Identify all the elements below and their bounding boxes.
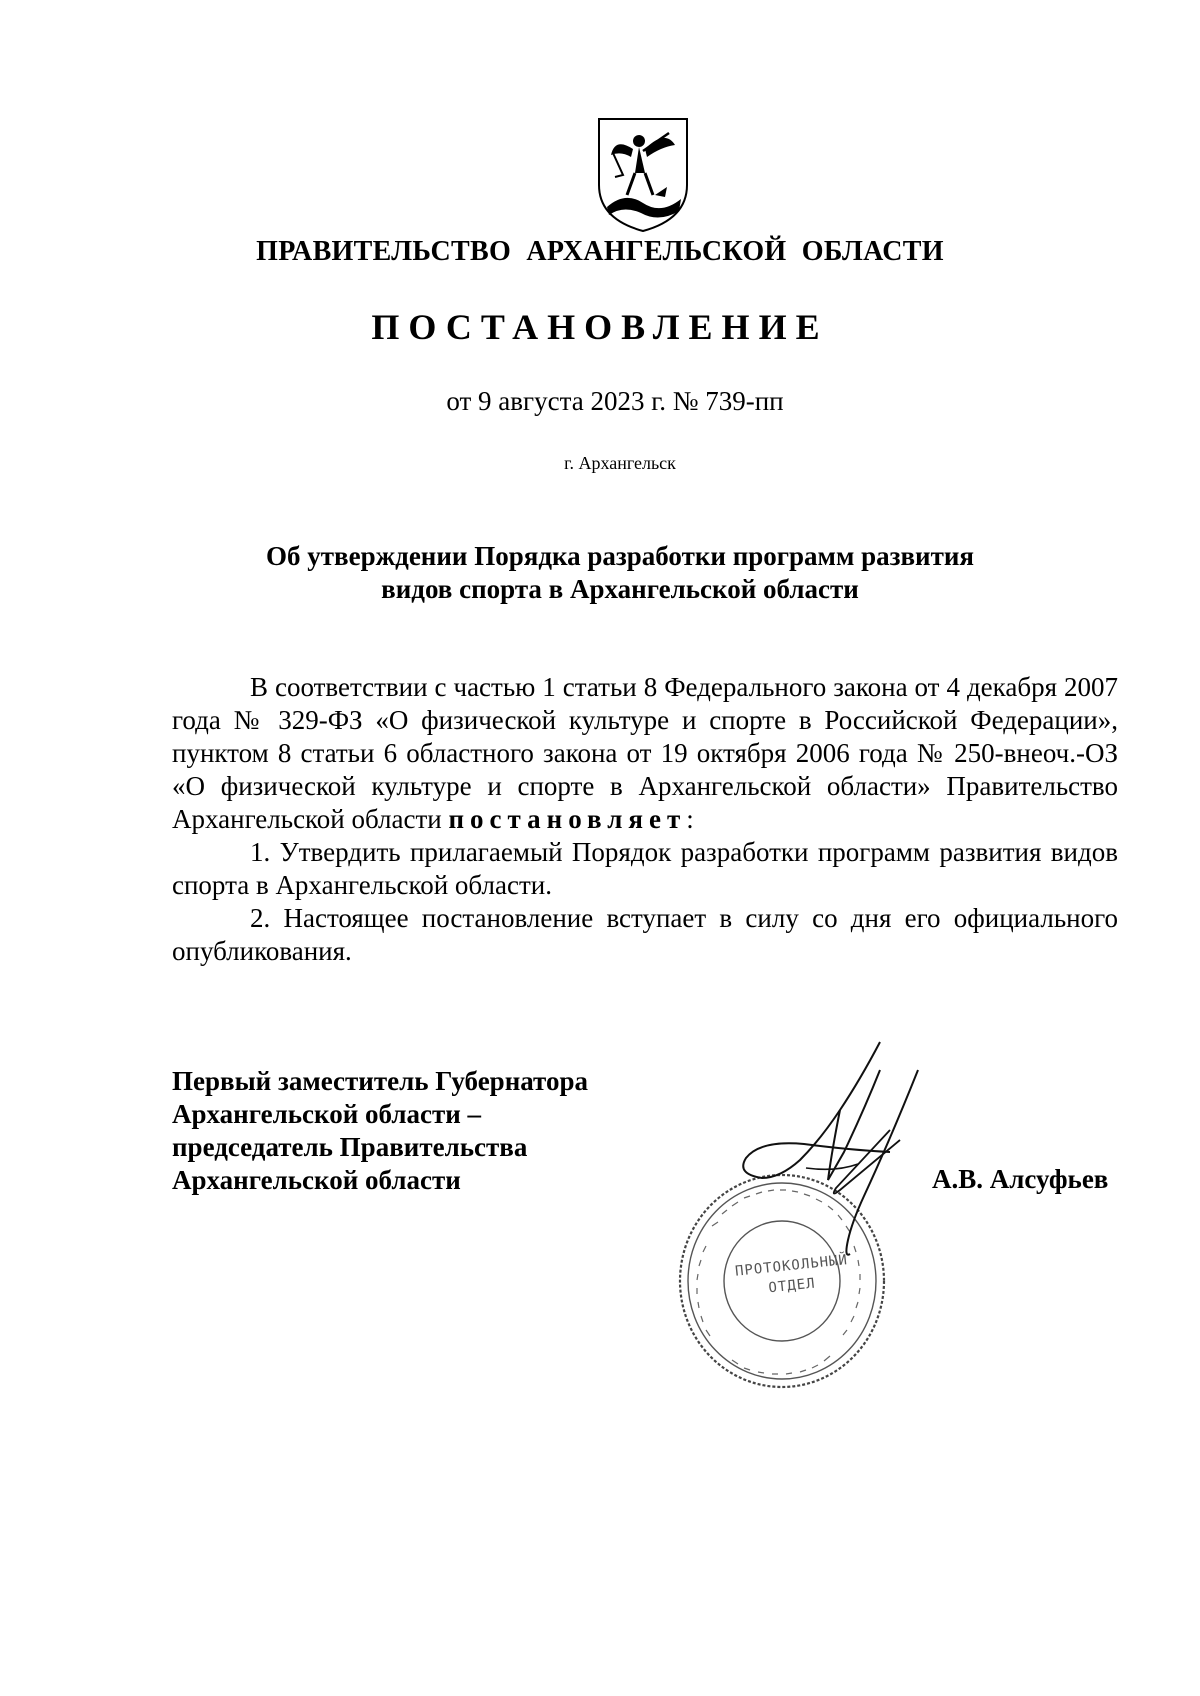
signer-name: А.В. Алсуфьев xyxy=(932,1164,1109,1194)
clause-1: 1. Утвердить прилагаемый Порядок разработки программ развития видов спорта в Архангельской области. xyxy=(172,837,1118,900)
signer-title-line: Архангельской области – xyxy=(172,1099,482,1129)
document-date-number: от 9 августа 2023 г. № 739-пп xyxy=(446,386,784,416)
document-city: г. Архангельск xyxy=(564,453,676,473)
organization-title: ПРАВИТЕЛЬСТВО АРХАНГЕЛЬСКОЙ ОБЛАСТИ xyxy=(256,236,944,267)
stamp-center-line-2: ОТДЕЛ xyxy=(767,1275,817,1297)
document-type-title: ПОСТАНОВЛЕНИЕ xyxy=(371,307,829,347)
subject-line-1: Об утверждении Порядка разработки программ развития xyxy=(265,541,975,571)
document-subject xyxy=(0,540,1200,606)
preamble-text: В соответствии с частью 1 статьи 8 Федерального закона от 4 декабря 2007 года № 329-ФЗ «О физической культуре и спорте в Российской Федерации», пунктом 8 статьи 6 областного закона от 19 октября 2006 года № 250-внеоч.-ОЗ «О физической культуре и спорте в Архангельской области» Правительство Архангельской области xyxy=(172,672,1118,834)
arkhangelsk-coat-of-arms-icon xyxy=(595,115,691,235)
document-body xyxy=(172,671,1118,968)
handwritten-signature-icon xyxy=(740,1040,960,1290)
signer-title xyxy=(172,1065,588,1197)
clause-2: 2. Настоящее постановление вступает в силу со дня его официального опубликования. xyxy=(172,903,1118,966)
subject-line-2: видов спорта в Архангельской области xyxy=(381,574,859,604)
signer-title-line: Первый заместитель Губернатора xyxy=(172,1066,588,1096)
signer-title-line: председатель Правительства xyxy=(172,1132,528,1162)
preamble-paragraph xyxy=(172,671,1118,836)
stamp-center-line-1: ПРОТОКОЛЬНЫЙ xyxy=(734,1252,849,1280)
decree-word: постановляет xyxy=(448,804,687,834)
signer-title-line: Архангельской области xyxy=(172,1165,461,1195)
decree-colon: : xyxy=(686,804,694,834)
